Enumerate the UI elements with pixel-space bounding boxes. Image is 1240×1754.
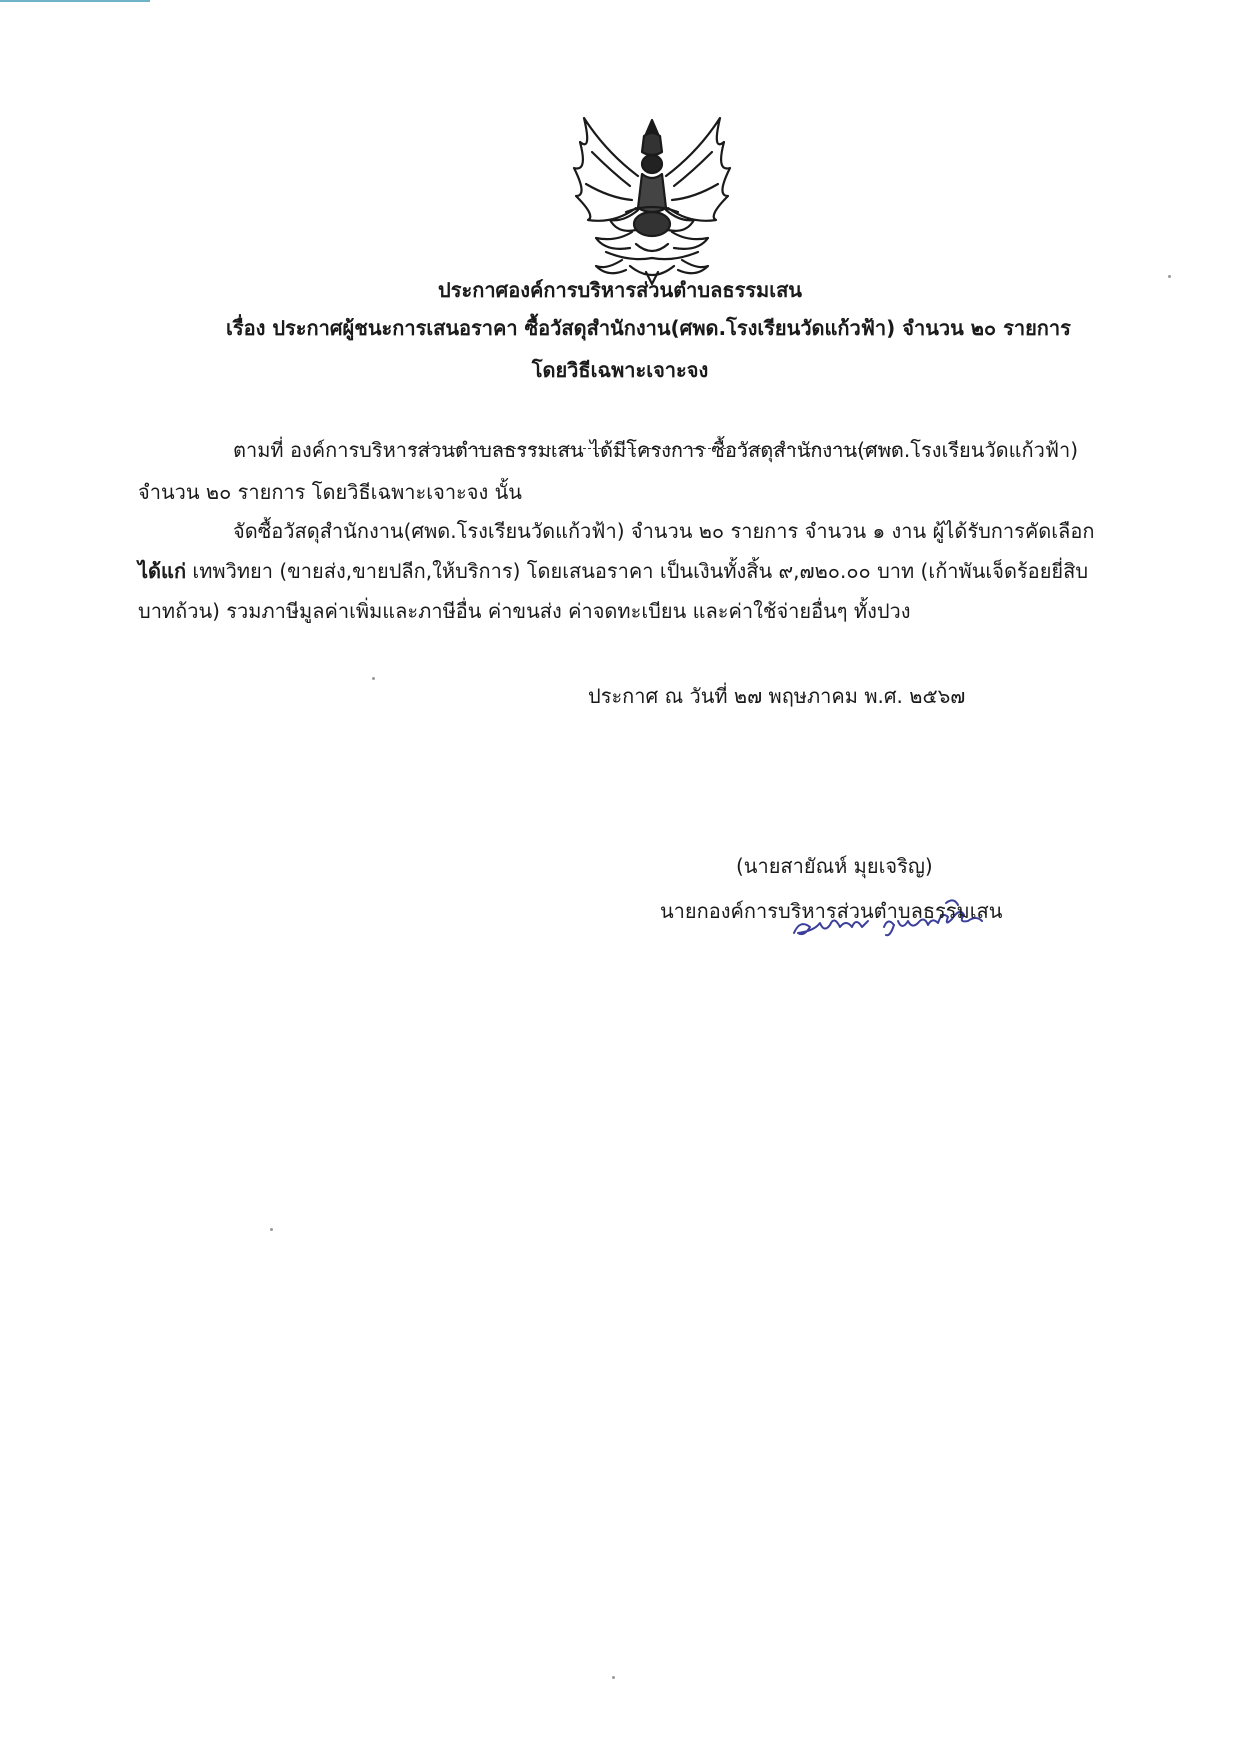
paragraph-2-line-2 — [138, 557, 1088, 585]
signer-name: (นายสายัณห์ มุยเจริญ) — [736, 854, 933, 878]
scan-speck — [372, 677, 375, 680]
scan-edge-mark — [0, 0, 150, 2]
paragraph-2-line-1: จัดซื้อวัสดุสำนักงาน(ศพด.โรงเรียนวัดแก้วฟ้า) จำนวน ๒๐ รายการ จำนวน ๑ งาน ผู้ได้รับการคัดเลือก — [233, 519, 1095, 543]
subject-method: โดยวิธีเฉพาะเจาะจง — [531, 358, 709, 382]
paragraph-2-line-3: บาทถ้วน) รวมภาษีมูลค่าเพิ่มและภาษีอื่น ค่าขนส่ง ค่าจดทะเบียน และค่าใช้จ่ายอื่นๆ ทั้งปวง — [138, 599, 911, 623]
paragraph-1-line-1: ตามที่ องค์การบริหารส่วนตำบลธรรมเสน ได้มีโครงการ ซื้อวัสดุสำนักงาน(ศพด.โรงเรียนวัดแก้วฟ้า) — [233, 438, 1079, 462]
scan-speck — [270, 1228, 273, 1231]
announcement-date: ประกาศ ณ วันที่ ๒๗ พฤษภาคม พ.ศ. ๒๕๖๗ — [588, 684, 966, 708]
scan-speck — [612, 1676, 615, 1679]
subject-line: เรื่อง ประกาศผู้ชนะการเสนอราคา ซื้อวัสดุสำนักงาน(ศพด.โรงเรียนวัดแก้วฟ้า) จำนวน ๒๐ รายการ — [226, 316, 1071, 340]
scan-speck — [1168, 275, 1171, 278]
awardee-label: ได้แก่ — [138, 559, 187, 583]
signer-title: นายกองค์การบริหารส่วนตำบลธรรมเสน — [660, 899, 1003, 923]
paragraph-1-line-2: จำนวน ๒๐ รายการ โดยวิธีเฉพาะเจาะจง นั้น — [138, 480, 522, 504]
awardee-details: เทพวิทยา (ขายส่ง,ขายปลีก,ให้บริการ) โดยเสนอราคา เป็นเงินทั้งสิ้น ๙,๗๒๐.๐๐ บาท (เก้าพันเจ็ดร้อยยี่สิบ — [186, 559, 1089, 583]
garuda-emblem-icon — [566, 112, 738, 288]
org-title: ประกาศองค์การบริหารส่วนตำบลธรรมเสน — [438, 278, 802, 302]
